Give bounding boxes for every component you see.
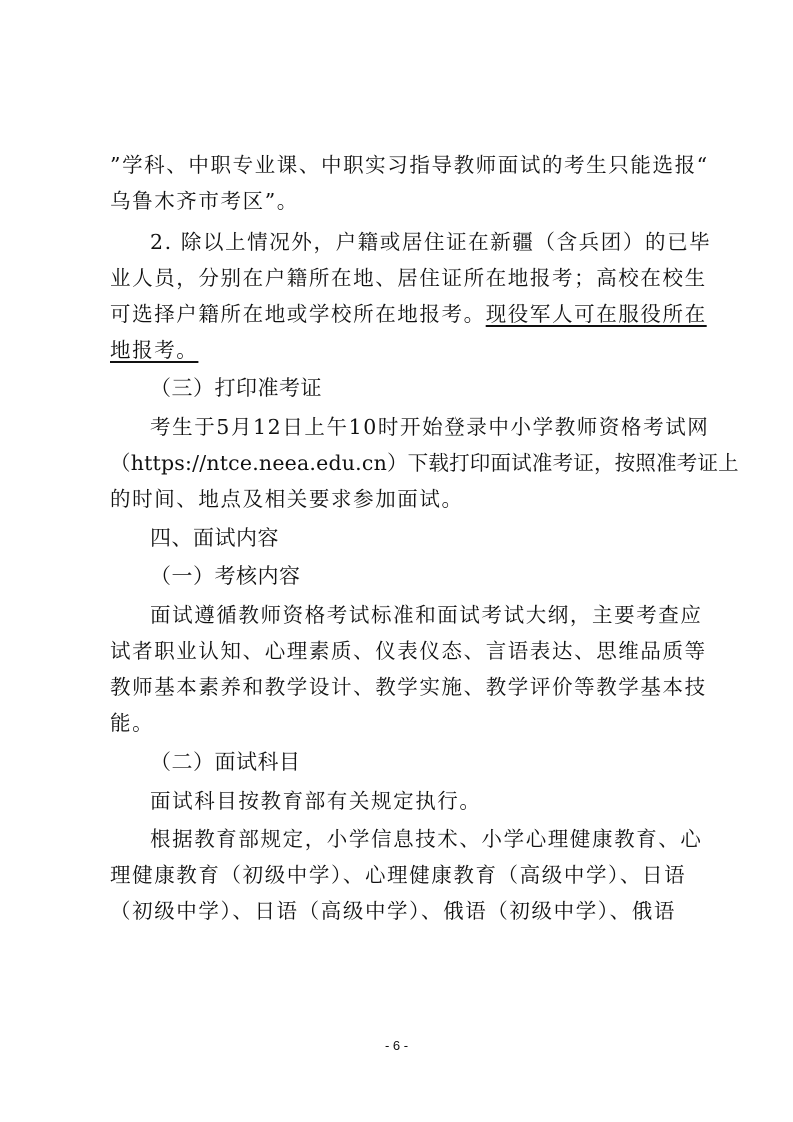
- paragraph-line: 的时间、地点及相关要求参加面试。: [110, 487, 464, 511]
- section-heading-interview-content: 四、面试内容: [150, 526, 279, 550]
- paragraph-line: 乌鲁木齐市考区”。: [110, 189, 299, 213]
- section-heading-print-ticket: （三）打印准考证: [150, 376, 322, 400]
- paragraph-text: 可选择户籍所在地或学校所在地报考。: [110, 302, 486, 326]
- underlined-text: 现役军人可在服役所在: [485, 302, 707, 326]
- paragraph-line: 能。: [110, 711, 155, 735]
- section-heading-subjects: （二）面试科目: [150, 750, 301, 774]
- paragraph-line: （初级中学）、日语（高级中学）、俄语（初级中学）、俄语: [110, 899, 676, 923]
- underlined-text: 地报考。: [110, 338, 199, 362]
- paragraph-line: （https://ntce.neea.edu.cn）下载打印面试准考证，按照准考证上: [110, 451, 739, 475]
- page-number: - 6 -: [384, 1038, 409, 1053]
- paragraph-line: 2. 除以上情况外，户籍或居住证在新疆（含兵团）的已毕: [150, 230, 712, 254]
- paragraph-line: 面试科目按教育部有关规定执行。: [150, 789, 482, 813]
- paragraph-line: 根据教育部规定，小学信息技术、小学心理健康教育、心: [150, 827, 703, 851]
- paragraph-line: 试者职业认知、心理素质、仪表仪态、言语表达、思维品质等: [110, 639, 707, 663]
- paragraph-line: 考生于5月12日上午10时开始登录中小学教师资格考试网: [150, 415, 710, 439]
- paragraph-line: [110, 332, 685, 368]
- paragraph-line: 教师基本素养和教学设计、教学实施、教学评价等教学基本技: [110, 675, 707, 699]
- paragraph-line: 面试遵循教师资格考试标准和面试考试大纲，主要考查应: [150, 603, 703, 627]
- section-heading-assessment: （一）考核内容: [150, 564, 301, 588]
- paragraph-line: ”学科、中职专业课、中职实习指导教师面试的考生只能选报“: [110, 153, 709, 177]
- paragraph-line: 理健康教育（初级中学）、心理健康教育（高级中学）、日语: [110, 863, 687, 887]
- paragraph-line: 业人员，分别在户籍所在地、居住证所在地报考；高校在校生: [110, 266, 707, 290]
- paragraph-line: [110, 296, 707, 332]
